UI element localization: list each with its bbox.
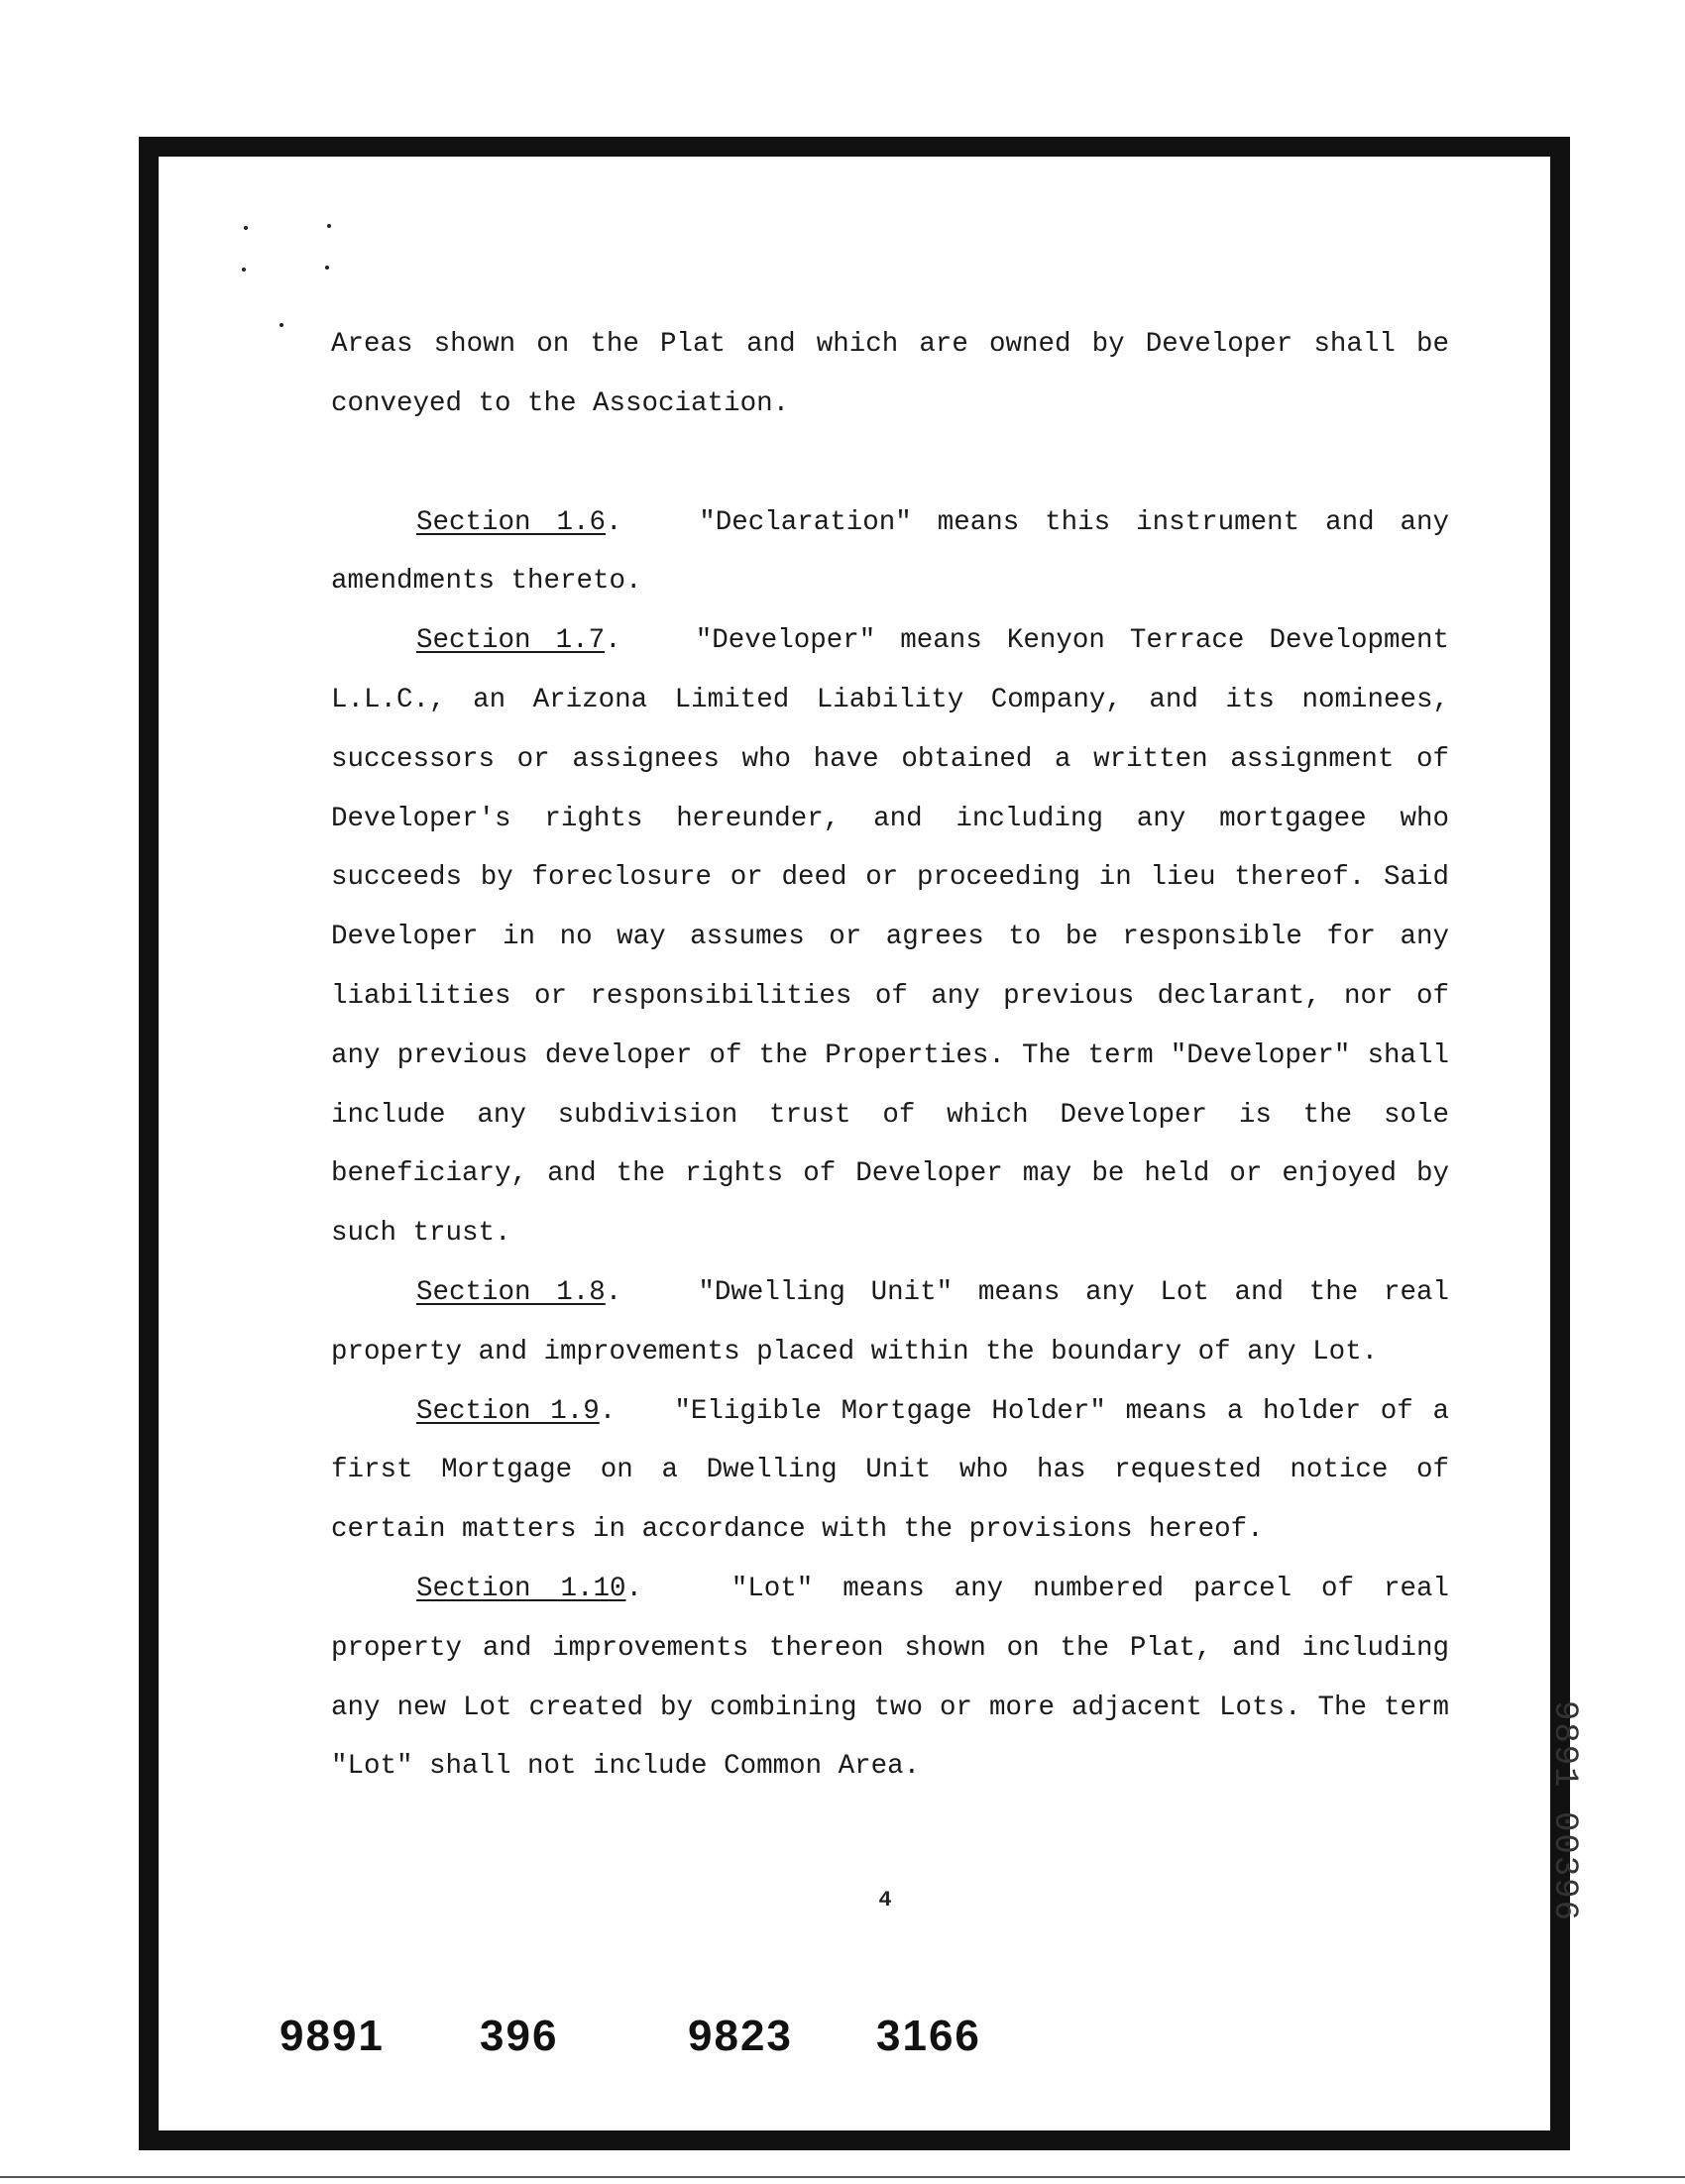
- section-heading: Section 1.8: [416, 1276, 606, 1308]
- paragraph-section-1-10: [331, 1560, 1449, 1797]
- stamp-number: 396: [480, 2012, 559, 2060]
- paragraph-section-1-8: [331, 1263, 1449, 1382]
- page-number: 4: [878, 1888, 892, 1912]
- paragraph-section-1-9: [331, 1382, 1449, 1560]
- side-stamp: 9891 00396: [1545, 1700, 1583, 1923]
- paragraph-section-1-7: [331, 611, 1449, 1263]
- scan-speck: [325, 266, 329, 270]
- document-body: [331, 315, 1449, 1797]
- section-separator: .: [605, 1276, 699, 1308]
- paragraph-text: "Eligible Mortgage Holder" means a holder of a first Mortgage on a Dwelling Unit who has requested notice of certain matters in accordance with the provisions hereof.: [331, 1395, 1450, 1546]
- paragraph-text: "Developer" means Kenyon Terrace Development L.L.C., an Arizona Limited Liability Company, and its nominees, successors or assignees who have obtained a written assignment of Developer's rights hereunder, and including any mortgagee who succeeds by foreclosure or deed or proceeding in lieu thereof. Said Developer in no way assumes or agrees to be responsible for any liabilities or responsibilities of any previous declarant, nor of any previous developer of the Properties. The term "Developer" shall include any subdivision trust of which Developer is the sole beneficiary, and the rights of Developer may be held or enjoyed by such trust.: [331, 625, 1450, 1250]
- section-separator: .: [605, 625, 696, 657]
- stamp-number: 3166: [876, 2012, 981, 2060]
- section-separator: .: [625, 1573, 731, 1604]
- scan-edge-line: [0, 2176, 1685, 2178]
- stamp-number: 9823: [688, 2012, 793, 2060]
- paragraph-areas: [331, 315, 1449, 434]
- section-separator: .: [605, 506, 700, 538]
- paragraph-text: "Declaration" means this instrument and any amendments thereto.: [331, 506, 1450, 598]
- scan-speck: [242, 268, 246, 272]
- paragraph-text: Areas shown on the Plat and which are owned by Developer shall be conveyed to the Association.: [331, 329, 1449, 419]
- paragraph-text: "Dwelling Unit" means any Lot and the real property and improvements placed within the boundary of any Lot.: [331, 1276, 1450, 1367]
- paragraph-section-1-6: [331, 493, 1449, 612]
- stamp-number: 9891: [280, 2012, 385, 2060]
- scan-speck: [280, 323, 283, 327]
- scan-speck: [327, 224, 331, 228]
- section-heading: Section 1.7: [416, 625, 606, 657]
- section-heading: Section 1.10: [416, 1573, 626, 1604]
- scan-speck: [244, 226, 248, 230]
- section-separator: .: [599, 1395, 675, 1427]
- paragraph-text: "Lot" means any numbered parcel of real property and improvements thereon shown on the Plat, and including any new Lot created by combining two or more adjacent Lots. The term "Lot" shall not include Common Area.: [331, 1573, 1449, 1783]
- section-heading: Section 1.6: [416, 506, 606, 538]
- section-heading: Section 1.9: [416, 1395, 600, 1427]
